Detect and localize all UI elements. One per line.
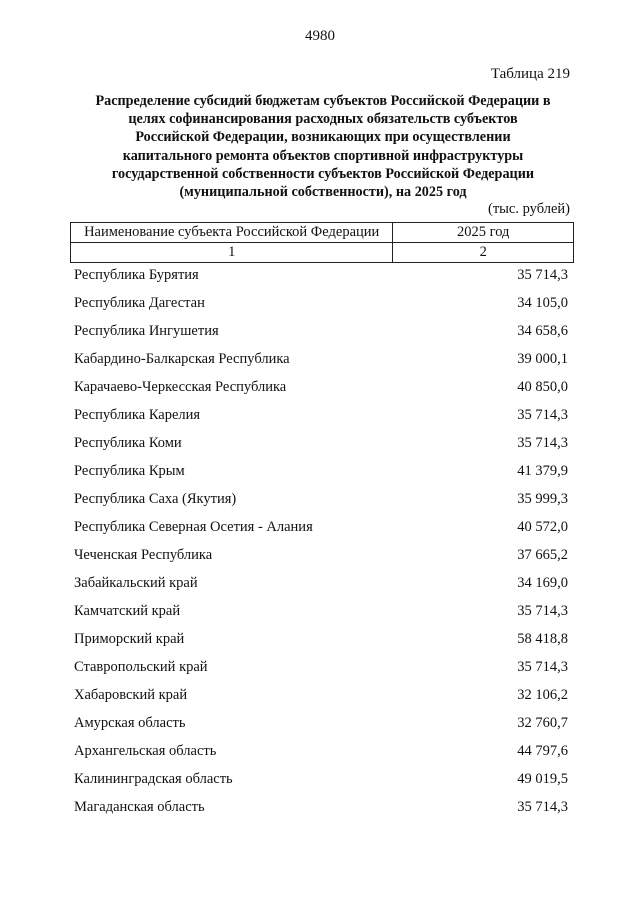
subsidy-amount: 49 019,5: [517, 771, 568, 787]
header-year: 2025 год: [393, 223, 574, 243]
table-row: [0, 765, 640, 793]
title-line: капитального ремонта объектов спортивной инфраструктуры: [122, 147, 524, 164]
table-row: [0, 261, 640, 289]
page-number: 4980: [305, 28, 335, 44]
table-header: [70, 222, 574, 263]
region-name: Карачаево-Черкесская Республика: [74, 379, 287, 395]
subsidy-amount: 58 418,8: [517, 631, 568, 647]
subsidy-amount: 35 714,3: [517, 267, 568, 283]
table-row: [0, 289, 640, 317]
region-name: Республика Коми: [74, 435, 182, 451]
subsidy-amount: 39 000,1: [517, 351, 568, 367]
subsidy-amount: 35 714,3: [517, 407, 568, 423]
table-row: [0, 401, 640, 429]
title-line: (муниципальной собственности), на 2025 год: [179, 184, 467, 201]
subsidy-amount: 32 760,7: [517, 715, 568, 731]
header-row: [71, 223, 574, 243]
table-row: [0, 485, 640, 513]
table-row: [0, 709, 640, 737]
title-line: государственной собственности субъектов Российской Федерации: [111, 165, 535, 182]
document-title: [60, 92, 586, 201]
table-row: [0, 569, 640, 597]
subsidy-amount: 37 665,2: [517, 547, 568, 563]
subsidy-amount: 35 714,3: [517, 603, 568, 619]
table-body: [0, 261, 640, 821]
region-name: Республика Крым: [74, 463, 185, 479]
subsidy-amount: 34 105,0: [517, 295, 568, 311]
table-row: [0, 737, 640, 765]
subsidy-amount: 44 797,6: [517, 743, 568, 759]
table-row: [0, 373, 640, 401]
region-name: Камчатский край: [74, 603, 181, 619]
title-line: Российской Федерации, возникающих при осуществлении: [135, 129, 511, 146]
table-row: [0, 625, 640, 653]
table-row: [0, 653, 640, 681]
region-name: Республика Дагестан: [74, 295, 205, 311]
subsidy-amount: 35 714,3: [517, 659, 568, 675]
region-name: Забайкальский край: [74, 575, 198, 591]
subsidy-amount: 40 850,0: [517, 379, 568, 395]
region-name: Республика Северная Осетия - Алания: [74, 519, 313, 535]
table-row: [0, 793, 640, 821]
subsidy-amount: 34 658,6: [517, 323, 568, 339]
column-number-1: 1: [71, 243, 393, 263]
subsidy-amount: 34 169,0: [517, 575, 568, 591]
region-name: Магаданская область: [74, 799, 205, 815]
region-name: Архангельская область: [74, 743, 217, 759]
region-name: Республика Саха (Якутия): [74, 491, 237, 507]
region-name: Калининградская область: [74, 771, 233, 787]
subsidy-amount: 32 106,2: [517, 687, 568, 703]
region-name: Республика Бурятия: [74, 267, 199, 283]
table-row: [0, 541, 640, 569]
table-label: Таблица 219: [490, 66, 570, 82]
subsidy-amount: 35 999,3: [517, 491, 568, 507]
region-name: Амурская область: [74, 715, 186, 731]
header-region-name: Наименование субъекта Российской Федерации: [71, 223, 393, 243]
subsidy-amount: 35 714,3: [517, 799, 568, 815]
subsidy-amount: 40 572,0: [517, 519, 568, 535]
table-row: [0, 513, 640, 541]
region-name: Хабаровский край: [74, 687, 188, 703]
units-label: (тыс. рублей): [488, 201, 570, 217]
table-row: [0, 429, 640, 457]
subsidy-amount: 41 379,9: [517, 463, 568, 479]
title-line: Распределение субсидий бюджетам субъектов Российской Федерации в: [95, 93, 551, 109]
subsidy-amount: 35 714,3: [517, 435, 568, 451]
region-name: Чеченская Республика: [74, 547, 213, 563]
table-row: [0, 457, 640, 485]
column-number-2: 2: [393, 243, 574, 263]
table-row: [0, 345, 640, 373]
column-number-row: [71, 243, 574, 263]
table-row: [0, 317, 640, 345]
region-name: Ставропольский край: [74, 659, 208, 675]
region-name: Приморский край: [74, 631, 185, 647]
region-name: Республика Ингушетия: [74, 323, 219, 339]
region-name: Кабардино-Балкарская Республика: [74, 351, 290, 367]
title-line: целях софинансирования расходных обязательств субъектов: [128, 111, 518, 128]
table-row: [0, 681, 640, 709]
table-row: [0, 597, 640, 625]
region-name: Республика Карелия: [74, 407, 201, 423]
